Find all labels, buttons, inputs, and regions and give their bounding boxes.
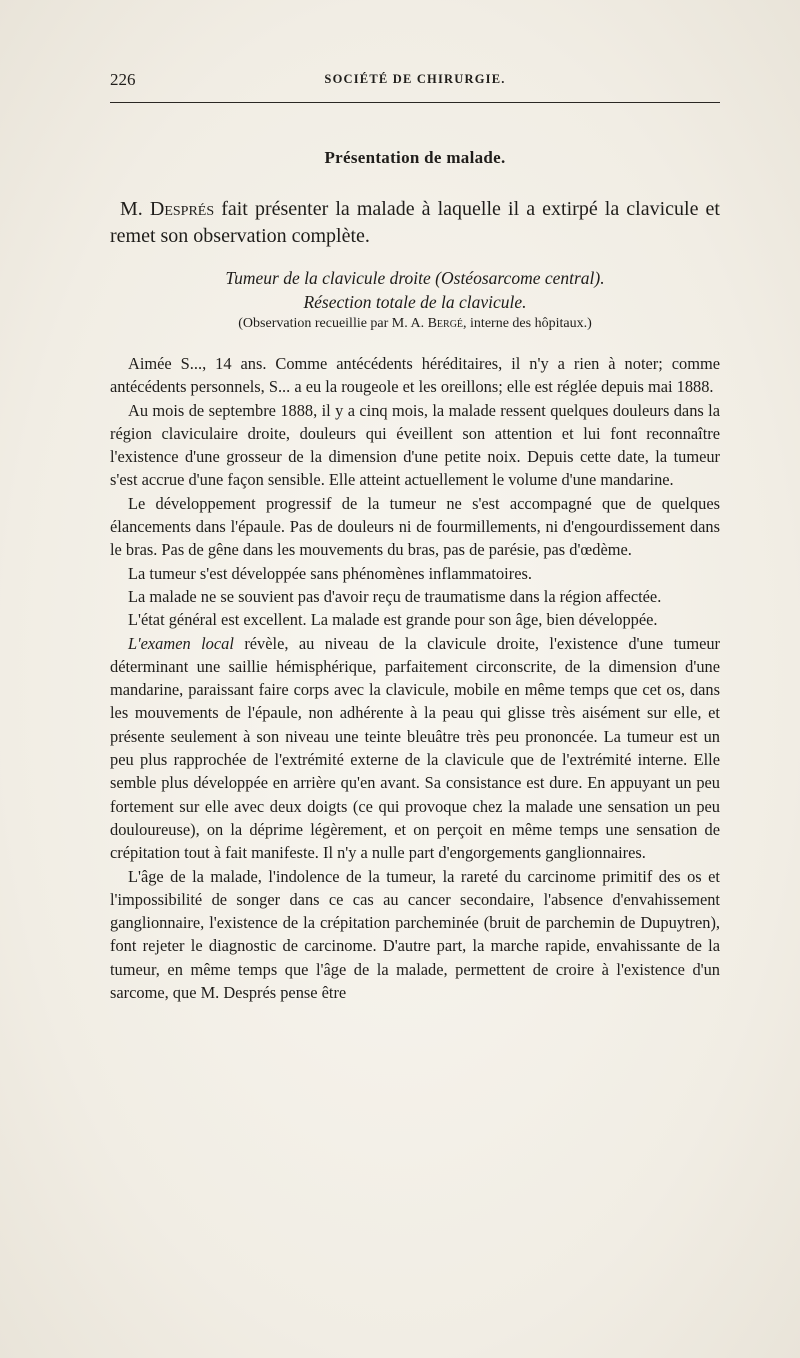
case-title-line-1: Tumeur de la clavicule droite (Ostéosarcome central). (225, 268, 605, 288)
case-title (110, 266, 720, 314)
paragraph: Le développement progressif de la tumeur ne s'est accompagné que de quelques élancements dans l'épaule. Pas de douleurs ni de fourmillements, ni d'engourdissement dans le bras. Pas de gêne dans les mouvements du bras, pas de parésie, pas d'œdème. (110, 493, 720, 560)
page-number: 226 (110, 70, 136, 89)
body-text (110, 352, 720, 1004)
paragraph: Au mois de septembre 1888, il y a cinq mois, la malade ressent quelques douleurs dans la région claviculaire droite, douleurs qui éveillent son attention et lui font reconnaître l'existence d'une grosseur de la dimension d'une petite noix. Depuis cette date, la tumeur s'est accrue d'une façon sensible. Elle atteint actuellement le volume d'une mandarine. (110, 400, 720, 490)
observation-credit: (Observation recueillie par M. A. Bergé, interne des hôpitaux.) (238, 316, 592, 331)
author-name: Després (149, 198, 215, 220)
header-rule (110, 102, 720, 103)
paragraph: L'âge de la malade, l'indolence de la tumeur, la rareté du carcinome primitif des os et l'impossibilité de songer dans ce cas au cancer secondaire, l'absence d'envahissement ganglionnaire, l'existence de la crépitation parcheminée (bruit de parchemin de Dupuytren), font rejeter le diagnostic de carcinome. D'autre part, la marche rapide, envahissante de la tumeur, en même temps que l'âge de la malade, permettent de croire à l'existence d'un sarcome, que M. Després pense être (110, 866, 720, 1003)
paragraph: L'état général est excellent. La malade est grande pour son âge, bien développée. (128, 610, 658, 630)
paragraph: L'examen local révèle, au niveau de la clavicule droite, l'existence d'une tumeur déterminant une saillie hémisphérique, parfaitement circonscrite, de la dimension d'une mandarine, paraissant faire corps avec la clavicule, mobile en même temps que cet os, dans les mouvements de l'épaule, non adhérente à la peau qui glisse très aisément sur elle, et présente seulement à son niveau une teinte bleuâtre très peu prononcée. La tumeur est un peu plus rapprochée de l'extrémité externe de la clavicule que de l'extrémité interne. Elle semble plus développée en arrière qu'en avant. Sa consistance est dure. En appuyant un peu fortement sur elle avec deux doigts (ce qui provoque chez la malade une sensation un peu douloureuse), on la déprime légèrement, et on perçoit en même temps une sensation de crépitation tout à fait manifeste. Il n'y a nulle part d'engorgements ganglionnaires. (110, 633, 720, 863)
running-title: SOCIÉTÉ DE CHIRURGIE. (324, 72, 506, 86)
section-heading: Présentation de malade. (324, 148, 506, 167)
case-title-line-2: Résection totale de la clavicule. (303, 292, 527, 312)
paragraph: Aimée S..., 14 ans. Comme antécédents héréditaires, il n'y a rien à noter; comme antécédents personnels, S... a eu la rougeole et les oreillons; elle est réglée depuis mai 1888. (110, 354, 720, 397)
paragraph: La tumeur s'est développée sans phénomènes inflammatoires. (128, 563, 532, 583)
running-head (110, 70, 720, 92)
paragraph: La malade ne se souvient pas d'avoir reçu de traumatisme dans la région affectée. (128, 586, 662, 606)
intro-paragraph: M. Després fait présenter la malade à laquelle il a extirpé la clavicule et remet son observation complète. (110, 198, 720, 247)
